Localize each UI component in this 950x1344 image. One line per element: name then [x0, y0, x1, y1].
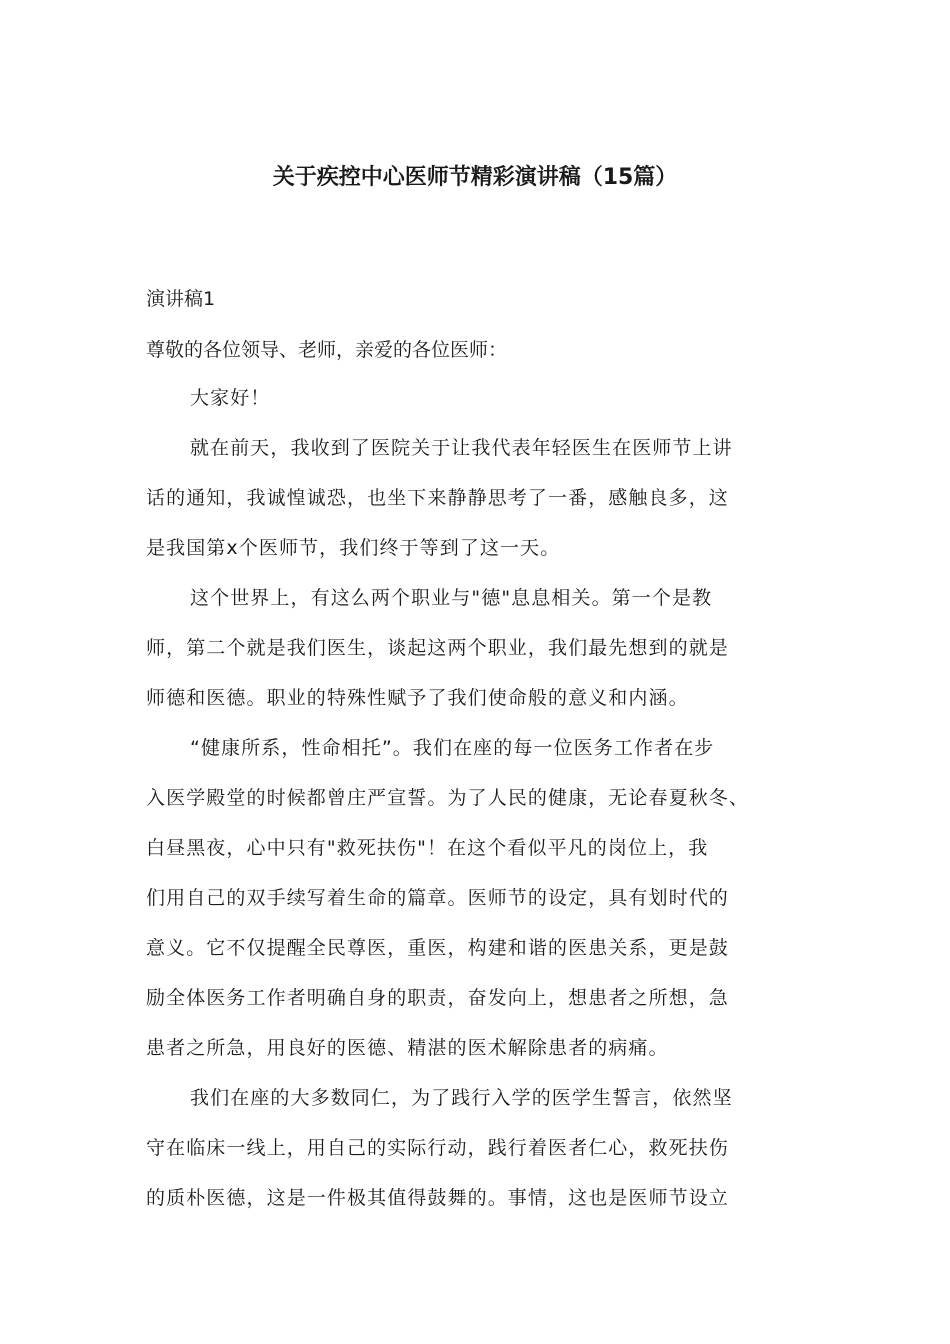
text-line: 励全体医务工作者明确自身的职责，奋发向上，想患者之所想，急 — [146, 987, 729, 1009]
document-title: 关于疾控中心医师节精彩演讲稿（15篇） — [272, 165, 678, 190]
text-line: 的质朴医德，这是一件极其值得鼓舞的。事情，这也是医师节设立 — [146, 1187, 729, 1209]
text-line: 白昼黑夜，心中只有"救死扶伤"！在这个看似平凡的岗位上，我 — [146, 837, 709, 859]
text-line: 大家好！ — [190, 387, 271, 409]
text-line: 是我国第x个医师节，我们终于等到了这一天。 — [146, 537, 561, 559]
text-line: 守在临床一线上，用自己的实际行动，践行着医者仁心，救死扶伤 — [146, 1137, 729, 1159]
text-line: “健康所系，性命相托”。我们在座的每一位医务工作者在步 — [190, 737, 715, 759]
text-line: 话的通知，我诚惶诚恐，也坐下来静静思考了一番，感触良多，这 — [146, 487, 729, 509]
text-line: 意义。它不仅提醒全民尊医，重医，构建和谐的医患关系，更是鼓 — [146, 937, 729, 959]
text-line: 我们在座的大多数同仁，为了践行入学的医学生誓言，依然坚 — [190, 1087, 733, 1109]
text-line: 们用自己的双手续写着生命的篇章。医师节的设定，具有划时代的 — [146, 887, 729, 909]
text-line: 师德和医德。职业的特殊性赋予了我们使命般的意义和内涵。 — [146, 687, 689, 709]
text-line: 患者之所急，用良好的医德、精湛的医术解除患者的病痛。 — [146, 1037, 669, 1059]
text-line: 师，第二个就是我们医生，谈起这两个职业，我们最先想到的就是 — [146, 637, 729, 659]
text-line: 就在前天，我收到了医院关于让我代表年轻医生在医师节上讲 — [190, 437, 733, 459]
text-line: 这个世界上，有这么两个职业与"德"息息相关。第一个是教 — [190, 587, 713, 609]
salutation: 尊敬的各位领导、老师，亲爱的各位医师： — [146, 339, 508, 361]
section-heading: 演讲稿1 — [146, 288, 216, 310]
text-line: 入医学殿堂的时候都曾庄严宣誓。为了人民的健康，无论春夏秋冬、 — [146, 787, 750, 809]
